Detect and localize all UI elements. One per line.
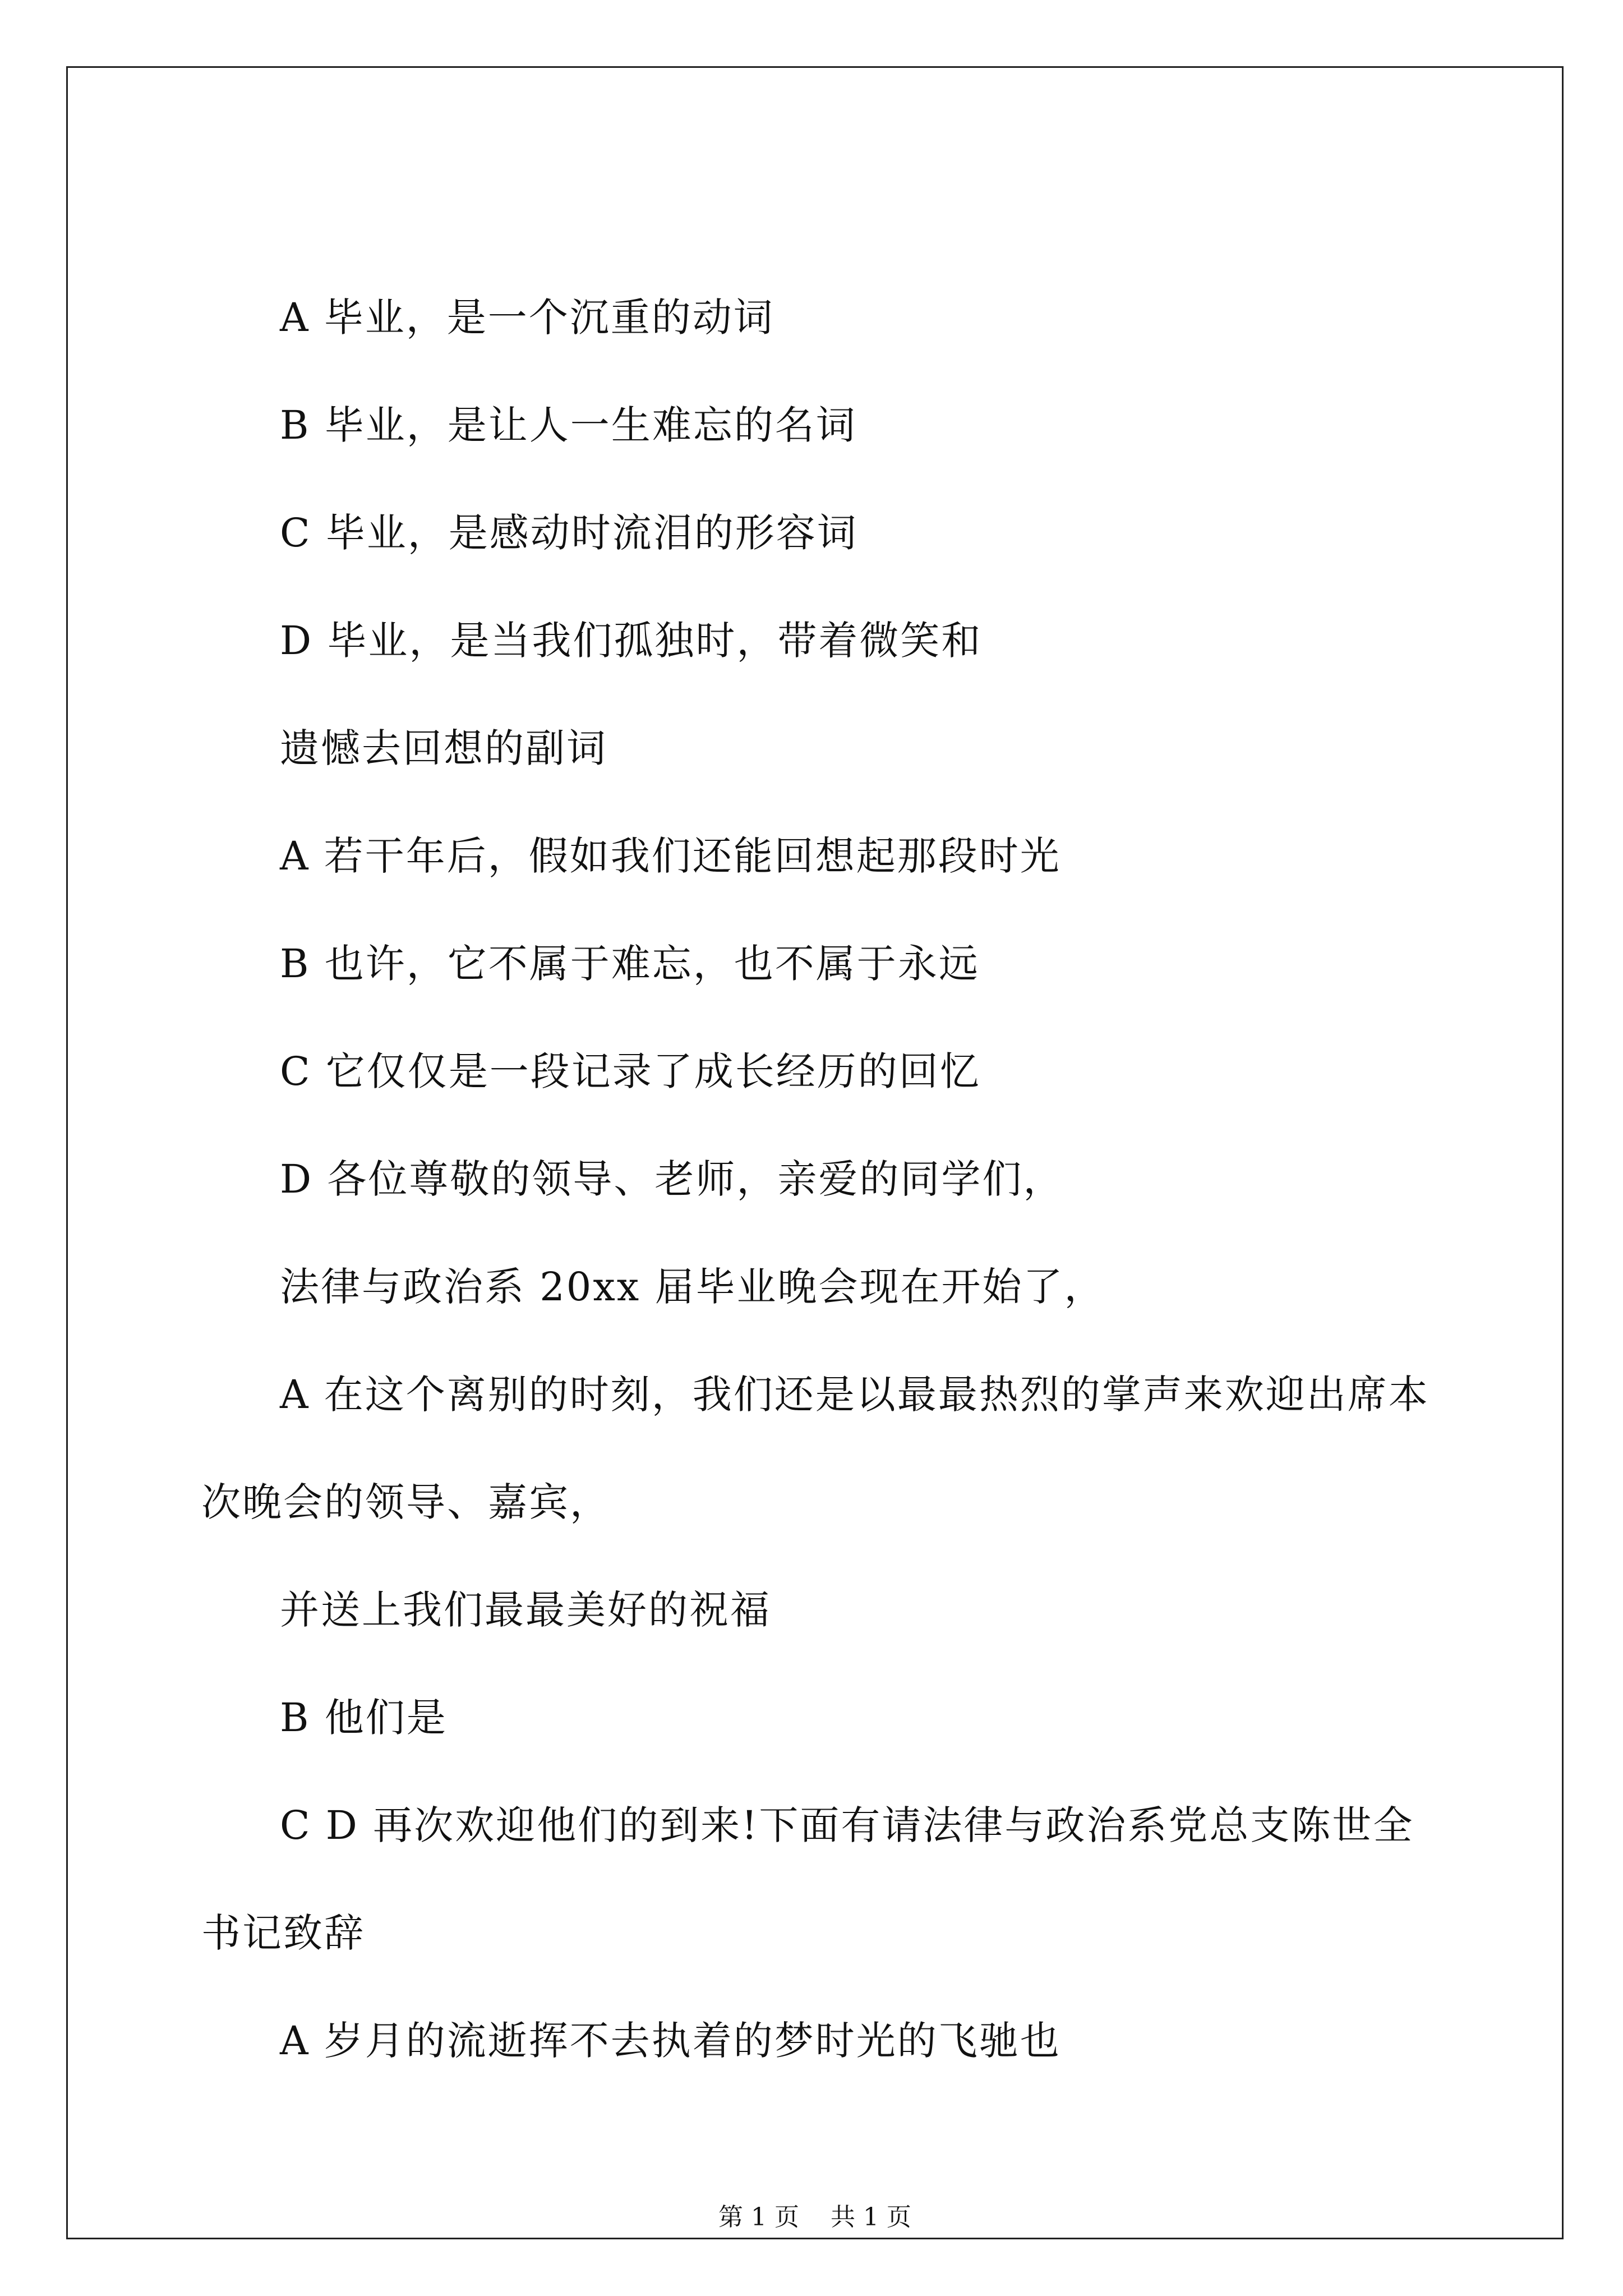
text-line: 法律与政治系 20xx 届毕业晚会现在开始了， [280,1264,1105,1310]
text-line: C D 再次欢迎他们的到来!下面有请法律与政治系党总支陈世全 [280,1802,1414,1848]
page-footer: 第 1 页 共 1 页 [718,2203,911,2231]
text-line: A 若干年后，假如我们还能回想起那段时光 [280,833,1061,879]
text-line: B 也许，它不属于难忘，也不属于永远 [280,941,980,987]
text-line: C 毕业，是感动时流泪的形容词 [280,510,858,556]
document-body [68,68,1562,2238]
text-line: 次晚会的领导、嘉宾， [201,1479,611,1525]
text-line: 遗憾去回想的副词 [280,725,607,771]
text-line: 并送上我们最最美好的祝福 [280,1587,771,1633]
page-frame [66,66,1564,2239]
text-line: D 毕业，是当我们孤独时，带着微笑和 [280,618,983,664]
text-line: A 在这个离别的时刻，我们还是以最最热烈的掌声来欢迎出席本 [280,1372,1430,1418]
text-line: D 各位尊敬的领导、老师，亲爱的同学们， [280,1156,1064,1202]
text-line: B 毕业，是让人一生难忘的名词 [280,402,857,448]
text-line: C 它仅仅是一段记录了成长经历的回忆 [280,1048,981,1094]
text-line: B 他们是 [280,1695,448,1741]
text-line: A 毕业，是一个沉重的动词 [280,295,774,341]
text-line: 书记致辞 [201,1910,365,1956]
text-line: A 岁月的流逝挥不去执着的梦时光的飞驰也 [280,2018,1061,2064]
